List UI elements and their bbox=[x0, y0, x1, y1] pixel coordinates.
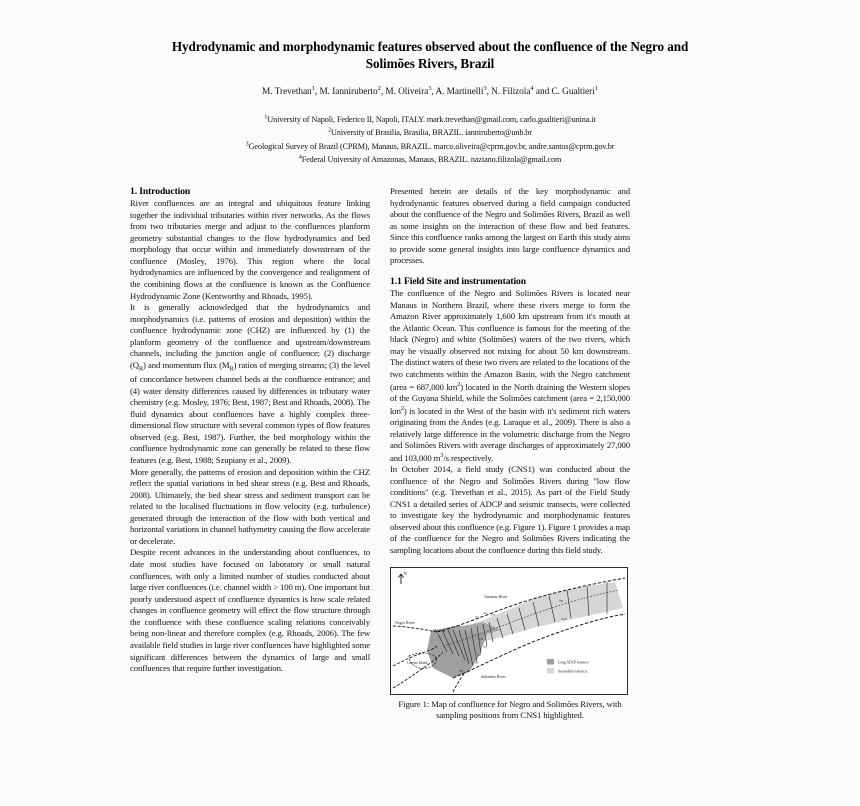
paragraph: Presented herein are details of the key morphodynamic and hydrodynamic features observed during a field campaign conducted about the confluence of the Negro and Solimões Rivers, Brazil as well as some insights on the interaction of these flow and bed features. Since this confluence ranks among the largest on Earth this study aims to provide some general insights into large confluence dynamics and processes. bbox=[390, 186, 630, 266]
affiliation-item: $^4$Federal University of Amazonas, Manaus, BRAZIL. naziano.filizola@gmail.com bbox=[298, 154, 562, 164]
paragraph: Despite recent advances in the understanding about confluences, to date most studies have focused on laboratory or small natural confluences, with only a limited number of studies conducted about large river confluences (i.e. channel width > 100 m). One important but poorly understood aspect of confluence dynamics is how scale related changes in confluence geometry will effect the flow structure through the confluence with these confluence scaling relations conceivably being non-linear and therefore complex (e.g. Rhoads, 2006). The few available field studies in large river confluences have highlighted some significant differences between the dynamics of large and small confluences that require further investigation. bbox=[130, 547, 370, 674]
confluence-map-svg bbox=[391, 568, 627, 694]
transect-label: T3 bbox=[491, 612, 495, 617]
affiliation-item: $^3$Geological Survey of Brazil (CPRM), Manaus, BRAZIL. marco.oliveira@cprm.gov.br, andre.santos@cprm.gov.br bbox=[245, 140, 615, 151]
transect-label: T1 bbox=[475, 614, 479, 619]
left-column bbox=[130, 186, 370, 721]
affiliation-list bbox=[130, 113, 730, 166]
affiliation-item: $^1$University of Napoli, Federico II, Napoli, ITALY. mark.trevethan@gmail.com, carlo.gualtieri@unina.it bbox=[264, 114, 596, 124]
map-label-amazon-river: Amazon River bbox=[484, 593, 508, 599]
section-heading-field-site: 1.1 Field Site and instrumentation bbox=[390, 276, 526, 287]
legend-swatch-secondary bbox=[547, 668, 554, 674]
page-title: Hydrodynamic and morphodynamic features observed about the confluence of the Negro and Solimões Rivers, Brazil bbox=[171, 39, 689, 72]
author-sup: 1 bbox=[311, 84, 315, 92]
map-label-negro-river: Negro River bbox=[395, 619, 415, 625]
figure-image-confluence-map bbox=[390, 567, 628, 695]
affiliation-item: $^2$University of Brasilia, Brasilia, BRAZIL. ianniruberto@unb.br bbox=[328, 127, 532, 138]
affiliation-sup: 3 bbox=[245, 140, 249, 147]
paragraph: It is generally acknowledged that the hydrodynamics and morphodynamics (i.e. patterns of erosion and deposition) within the confluence hydrodynamic zone (CHZ) are influenced by (1) the planform geometry of the confluence and upstream/downstream channels, including the junction angle of confluence; (2) discharge $(Q_R)$ and momentum flux $(M_R)$ ratios of merging streams; (3) the level of concordance between channel beds at the confluence entrance; and (4) water density differences caused by differences in tributary water chemistry (e.g. Mosley, 1976; Best, 1987; Best and Rhoads, 2008). The fluid dynamics about confluences have a highly complex three-dimensional flow structure with several common types of flow features observed (e.g. Best, 1987). Further, the bed morphology within the confluence hydrodynamic zone can generally be related to these flow features (e.g. Best, 1988; Szupiany et al., 2009). bbox=[130, 302, 371, 465]
map-label-careiro-island: Careiro Island bbox=[407, 660, 428, 665]
transect-label: T10 bbox=[561, 616, 567, 621]
right-column bbox=[390, 186, 630, 721]
transect-label: T2 bbox=[483, 610, 487, 615]
affiliation-sup: 4 bbox=[298, 154, 302, 161]
affiliation-sup: 2 bbox=[328, 127, 332, 134]
author-sup: 3 bbox=[483, 84, 487, 92]
transect-label: T4 bbox=[479, 636, 483, 641]
body-columns bbox=[130, 186, 730, 721]
transect-label: T7 bbox=[475, 660, 479, 665]
transect-label: T9 bbox=[559, 598, 563, 603]
affiliation-sup: 1 bbox=[264, 114, 268, 121]
map-legend bbox=[543, 656, 625, 678]
paragraph: The confluence of the Negro and Solimões Rivers is located near Manaus in Northern Brazil, where these rivers merge to form the Amazon River approximately 1,600 km upstream from it's mouth at the Atlantic Ocean. This confluence is famous for the meeting of the black (Negro) and white (Solimões) waters of the two rivers, which may be visually observed not mixing for about 50 km downstream. The distinct waters of these two rivers are related to the locations of the two catchments within the Amazon Basin, with the Negro catchment (area = 687,000 $km^2$) located in the North draining the Western slopes of the Guyana Shield, while the Solimões catchment (area = 2,150,000 $km^2$) is located in the West of the basin with it's sediment rich waters originating from the Andes (e.g. Laraque et al., 2009). There is also a relatively large difference in the volumetric discharge from the Negro and Solimões Rivers with average discharges of approximately 27,000 and 103,000 $m^3/s$ respectively. bbox=[390, 288, 630, 463]
transect-label: T5 bbox=[483, 644, 487, 649]
transect-label: T8 bbox=[459, 668, 463, 673]
paragraph: In October 2014, a field study (CNS1) was conducted about the confluence of the Negro and Solimões Rivers during "low flow conditions" (e.g. Trevethan et al., 2015). As part of the Field Study CNS1 a detailed series of ADCP and seismic transects, were collected to investigate key the hydrodynamic and morphodynamic features observed about this confluence (e.g. Figure 1). Figure 1 provides a map of the confluence for the Negro and Solimões Rivers indicating the sampling locations about the confluence during this field study. bbox=[390, 464, 630, 556]
paragraph: River confluences are an integral and ubiquitous feature linking together the individual tributaries within river networks. As the flows from two tributaries merge and adjust to the confluences planform geometry substantial changes to the flow hydrodynamics and bed morphology that occur within and immediately downstream of the confluence (Mosley, 1976). This region where the local hydrodynamics are influenced by the convergence and realignment of the combining flows at the confluence is known as the Confluence Hydrodynamic Zone (Kentworthy and Rhoads, 1995). bbox=[130, 198, 370, 301]
author-sup: 3 bbox=[428, 84, 432, 92]
map-label-manaus: Manaus bbox=[433, 628, 446, 633]
paragraph: More generally, the patterns of erosion and deposition within the CHZ reflect the spatial variations in bed shear stress (e.g. Best and Rhoads, 2008). Ultimately, the bed shear stress and sediment transport can be related to the localised fluctuations in flow velocity (e.g. turbulence) generated through the interaction of the flow with both vertical and horizontal variations in channel bathymetry causing the flow accelerate or decelerate. bbox=[130, 466, 370, 546]
north-arrow-label: N bbox=[403, 570, 407, 576]
author-list bbox=[130, 85, 730, 97]
legend-swatch-long-adcp bbox=[547, 659, 554, 665]
legend-label-secondary: Secondary transects bbox=[558, 669, 588, 674]
author-sup: 2 bbox=[377, 84, 381, 92]
legend-label-long-adcp: Long ADCP transect bbox=[558, 660, 589, 665]
map-label-solimoes-river: Solimões River bbox=[481, 673, 506, 679]
author-names: M. Trevethan$^1$, M. Ianniruberto$^2$, M. Oliveira$^3$, A. Martinelli$^3$, N. Filizola$^4$ and C. Gualtieri$^1$ bbox=[261, 84, 599, 97]
author-sup: 1 bbox=[594, 84, 599, 92]
figure-1 bbox=[390, 567, 630, 722]
figure-caption: Figure 1: Map of confluence for Negro and Solimões Rivers, with sampling positions from CNS1 highlighted. bbox=[398, 698, 622, 720]
section-heading-introduction: 1. Introduction bbox=[130, 186, 191, 198]
author-sup: 4 bbox=[530, 84, 534, 92]
transect-label: T6 bbox=[477, 652, 481, 657]
